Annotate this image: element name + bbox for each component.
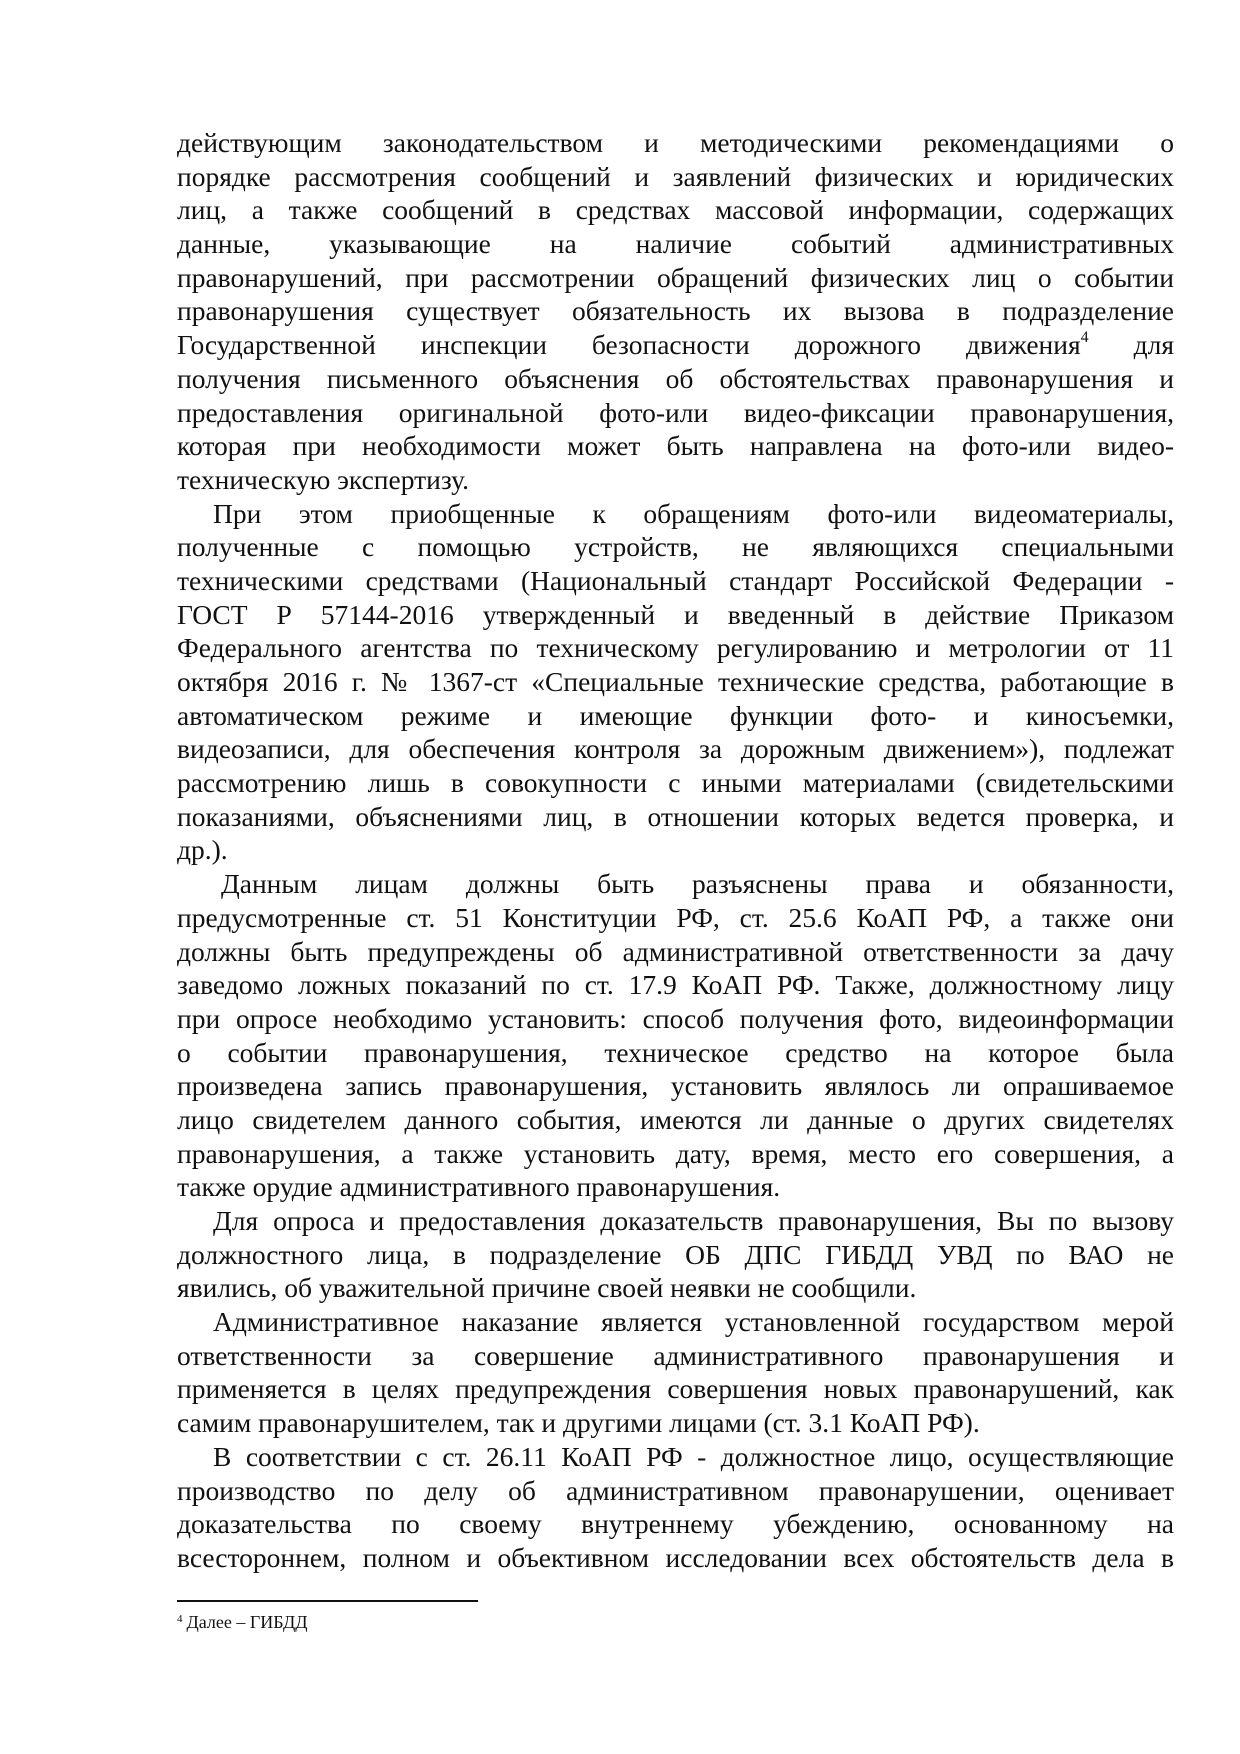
text-line: правонарушения, а также установить дату, время, место его совершения, а: [177, 1137, 1174, 1169]
text-line: др.).: [177, 834, 228, 866]
text-segment: для: [1133, 329, 1174, 361]
text-line: должны быть предупреждены об административной ответственности за дачу: [177, 935, 1174, 967]
text-line: Данным лицам должны быть разъяснены права и обязанности,: [221, 868, 1174, 900]
text-line: видеозаписи, для обеспечения контроля за дорожным движением»), подлежат: [177, 733, 1174, 765]
text-line: Федерального агентства по техническому регулированию и метрологии от 11: [177, 632, 1174, 664]
text-line: В соответствии с ст. 26.11 КоАП РФ - должностное лицо, осуществляющие: [213, 1440, 1174, 1472]
text-line: техническими средствами (Национальный стандарт Российской Федерации -: [177, 564, 1174, 596]
text-line: октября 2016 г. № 1367-ст «Специальные технические средства, работающие в: [177, 666, 1174, 697]
text-line: данные, указывающие на наличие событий административных: [177, 228, 1174, 260]
text-line: также орудие административного правонарушения.: [177, 1171, 781, 1203]
text-line: произведена запись правонарушения, установить являлось ли опрашиваемое: [177, 1070, 1174, 1102]
paragraph: [177, 497, 1174, 868]
text-line: должностного лица, в подразделение ОБ ДПС ГИБДД УВД по ВАО не: [177, 1238, 1174, 1270]
text-line: самим правонарушителем, так и другими лицами (ст. 3.1 КоАП РФ).: [177, 1407, 980, 1439]
footnote-reference: 4: [1080, 329, 1089, 347]
paragraph: [177, 867, 1174, 1204]
text-line: автоматическом режиме и имеющие функции фото- и киносъемки,: [177, 699, 1174, 731]
text-line: явились, об уважительной причине своей неявки не сообщили.: [177, 1272, 917, 1304]
text-line: доказательства по своему внутреннему убеждению, основанному на: [177, 1508, 1174, 1540]
text-line: лиц, а также сообщений в средствах массовой информации, содержащих: [177, 194, 1174, 226]
footnote-number: 4: [177, 1613, 183, 1625]
text-line: Для опроса и предоставления доказательств правонарушения, Вы по вызову: [213, 1205, 1174, 1236]
text-line: лицо свидетелем данного события, имеются ли данные о других свидетелях: [177, 1103, 1174, 1135]
footnote-text: Далее – ГИБДД: [186, 1612, 308, 1632]
text-line: применяется в целях предупреждения совершения новых правонарушений, как: [177, 1373, 1174, 1405]
text-line: правонарушения существует обязательность их вызова в подразделение: [177, 295, 1174, 327]
paragraph: [177, 1305, 1174, 1440]
text-line: которая при необходимости может быть направлена на фото-или видео-: [177, 430, 1174, 462]
text-line: порядке рассмотрения сообщений и заявлений физических и юридических: [177, 160, 1174, 192]
text-line: ГОСТ Р 57144-2016 утвержденный и введенный в действие Приказом: [177, 598, 1174, 630]
text-segment: Государственной инспекции безопасности дорожного движения: [177, 329, 1081, 361]
document-body: [177, 126, 1174, 1575]
text-line: о событии правонарушения, техническое средство на которое была: [177, 1036, 1174, 1068]
text-line: рассмотрению лишь в совокупности с иными материалами (свидетельскими: [177, 767, 1174, 799]
text-line: полученные с помощью устройств, не являющихся специальными: [177, 531, 1174, 563]
paragraph: [177, 126, 1174, 497]
text-line: [177, 328, 1174, 362]
text-line: показаниями, объяснениями лиц, в отношении которых ведется проверка, и: [177, 800, 1174, 832]
text-line: заведомо ложных показаний по ст. 17.9 КоАП РФ. Также, должностному лицу: [177, 969, 1174, 1001]
footnote-separator: [177, 1600, 478, 1602]
footnote: [177, 1612, 308, 1633]
text-line: действующим законодательством и методическими рекомендациями о: [177, 127, 1174, 158]
text-line: всестороннем, полном и объективном исследовании всех обстоятельств дела в: [177, 1541, 1174, 1573]
text-line: получения письменного объяснения об обстоятельствах правонарушения и: [177, 362, 1174, 394]
text-line: при опросе необходимо установить: способ получения фото, видеоинформации: [177, 1002, 1174, 1034]
paragraph: [177, 1204, 1174, 1305]
text-line: предоставления оригинальной фото-или видео-фиксации правонарушения,: [177, 396, 1174, 428]
text-line: правонарушений, при рассмотрении обращений физических лиц о событии: [177, 261, 1174, 293]
text-line: производство по делу об административном правонарушении, оценивает: [177, 1474, 1174, 1506]
text-line: Административное наказание является установленной государством мерой: [213, 1306, 1174, 1338]
text-line: предусмотренные ст. 51 Конституции РФ, ст. 25.6 КоАП РФ, а также они: [177, 901, 1174, 933]
text-line: техническую экспертизу.: [177, 463, 469, 495]
paragraph: [177, 1440, 1174, 1575]
text-line: ответственности за совершение административного правонарушения и: [177, 1339, 1174, 1371]
text-line: При этом приобщенные к обращениям фото-или видеоматериалы,: [213, 497, 1174, 529]
